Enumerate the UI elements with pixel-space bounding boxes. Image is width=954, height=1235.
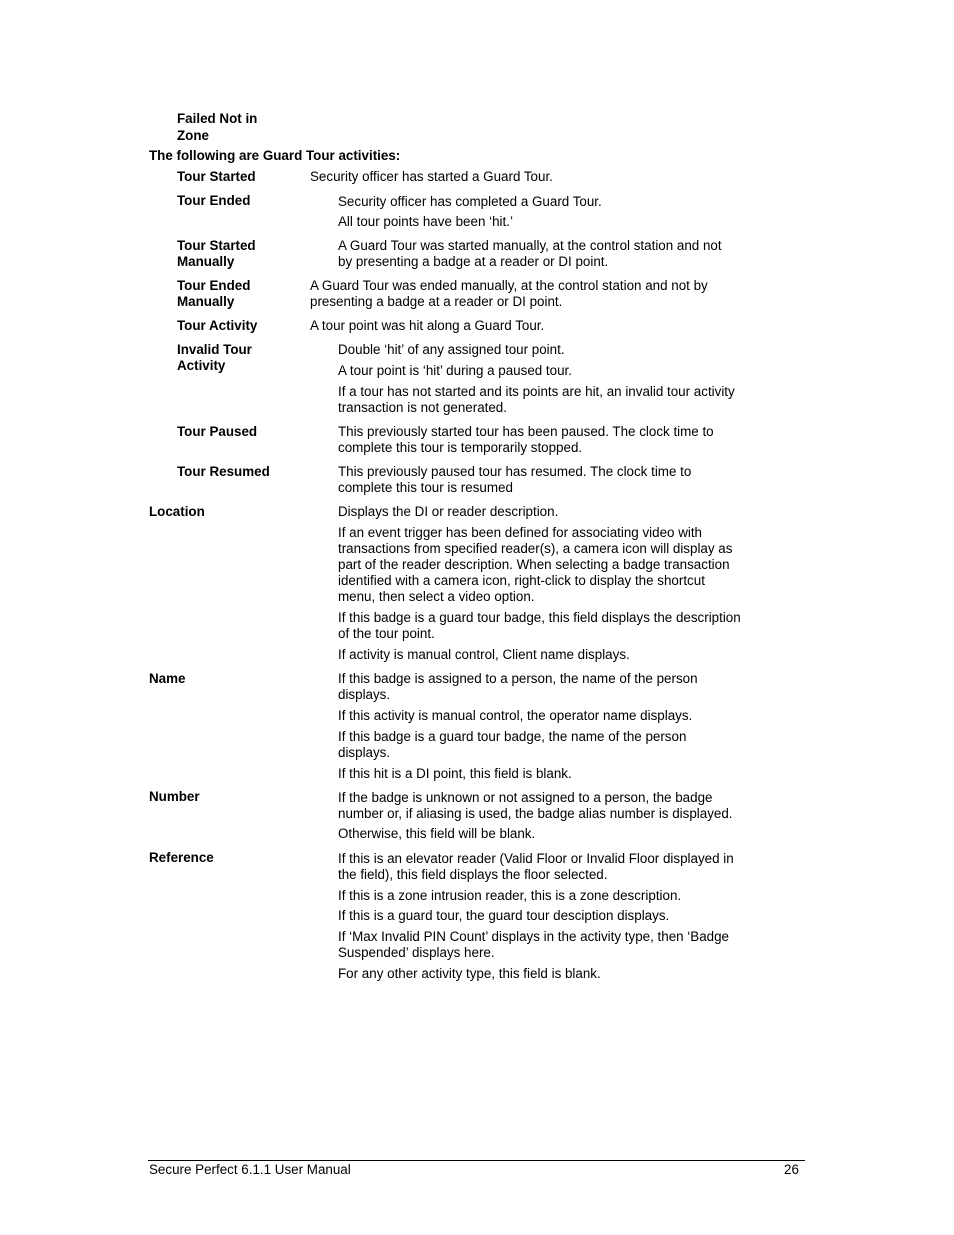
desc-reference-5: If ‘Max Invalid PIN Count’ displays in the activity type, then ‘Badge [338,929,730,944]
term-tour-activity: Tour Activity [177,318,258,333]
term-tour-started-manually-1: Tour Started [177,238,256,253]
desc-location-3: transactions from specified reader(s), a camera icon will display as [338,541,733,556]
guard-tour-heading: The following are Guard Tour activities: [149,148,401,163]
term-invalid-tour-activity-1: Invalid Tour [177,342,252,357]
term-tour-ended-manually-1: Tour Ended [177,278,251,293]
desc-reference-4: If this is a guard tour, the guard tour desciption displays. [338,908,670,923]
desc-location-9: If activity is manual control, Client name displays. [338,647,630,662]
desc-reference-3: If this is a zone intrusion reader, this is a zone description. [338,888,682,903]
desc-number-1: If the badge is unknown or not assigned to a person, the badge [338,790,713,805]
term-reference: Reference [149,850,214,865]
footer-title: Secure Perfect 6.1.1 User Manual [149,1162,351,1177]
desc-invalid-tour-activity-3: If a tour has not started and its points are hit, an invalid tour activity [338,384,735,399]
term-location: Location [149,504,205,519]
desc-reference-1: If this is an elevator reader (Valid Floor or Invalid Floor displayed in [338,851,734,866]
desc-location-2: If an event trigger has been defined for associating video with [338,525,703,540]
page-number: 26 [784,1162,799,1177]
desc-tour-ended-1: Security officer has completed a Guard Tour. [338,194,602,209]
desc-location-5: identified with a camera icon, right-click to display the shortcut [338,573,705,588]
desc-tour-started-manually-2: by presenting a badge at a reader or DI point. [338,254,609,269]
term-tour-started: Tour Started [177,169,256,184]
term-failed-not-in-zone-line1: Failed Not in [177,111,258,126]
desc-tour-resumed-2: complete this tour is resumed [338,480,513,495]
term-number: Number [149,789,200,804]
term-failed-not-in-zone-line2: Zone [177,128,209,143]
desc-tour-paused-1: This previously started tour has been paused. The clock time to [338,424,714,439]
desc-invalid-tour-activity-4: transaction is not generated. [338,400,507,415]
desc-tour-started-manually-1: A Guard Tour was started manually, at the control station and not [338,238,722,253]
desc-invalid-tour-activity-2: A tour point is ‘hit’ during a paused tour. [338,363,572,378]
desc-location-1: Displays the DI or reader description. [338,504,559,519]
desc-reference-7: For any other activity type, this field is blank. [338,966,601,981]
desc-name-4: If this badge is a guard tour badge, the name of the person [338,729,687,744]
desc-location-8: of the tour point. [338,626,435,641]
term-name: Name [149,671,186,686]
term-tour-ended: Tour Ended [177,193,251,208]
desc-reference-2: the field), this field displays the floor selected. [338,867,608,882]
desc-name-6: If this hit is a DI point, this field is blank. [338,766,572,781]
desc-tour-started: Security officer has started a Guard Tour. [310,169,553,184]
term-tour-paused: Tour Paused [177,424,258,439]
desc-tour-ended-manually-2: presenting a badge at a reader or DI point. [310,294,563,309]
term-invalid-tour-activity-2: Activity [177,358,226,373]
desc-number-3: Otherwise, this field will be blank. [338,826,536,841]
desc-location-4: part of the reader description. When selecting a badge transaction [338,557,730,572]
desc-tour-resumed-1: This previously paused tour has resumed. The clock time to [338,464,692,479]
term-tour-resumed: Tour Resumed [177,464,270,479]
desc-location-7: If this badge is a guard tour badge, this field displays the description [338,610,741,625]
desc-name-2: displays. [338,687,391,702]
footer-divider [148,1160,805,1161]
desc-tour-ended-manually-1: A Guard Tour was ended manually, at the control station and not by [310,278,708,293]
desc-number-2: number or, if aliasing is used, the badge alias number is displayed. [338,806,733,821]
desc-invalid-tour-activity-1: Double ‘hit’ of any assigned tour point. [338,342,565,357]
term-tour-ended-manually-2: Manually [177,294,235,309]
desc-tour-ended-2: All tour points have been ‘hit.’ [338,214,513,229]
term-tour-started-manually-2: Manually [177,254,235,269]
desc-location-6: menu, then select a video option. [338,589,535,604]
desc-name-1: If this badge is assigned to a person, the name of the person [338,671,698,686]
desc-name-3: If this activity is manual control, the operator name displays. [338,708,693,723]
desc-reference-6: Suspended’ displays here. [338,945,495,960]
desc-name-5: displays. [338,745,391,760]
desc-tour-activity: A tour point was hit along a Guard Tour. [310,318,545,333]
desc-tour-paused-2: complete this tour is temporarily stopped. [338,440,583,455]
